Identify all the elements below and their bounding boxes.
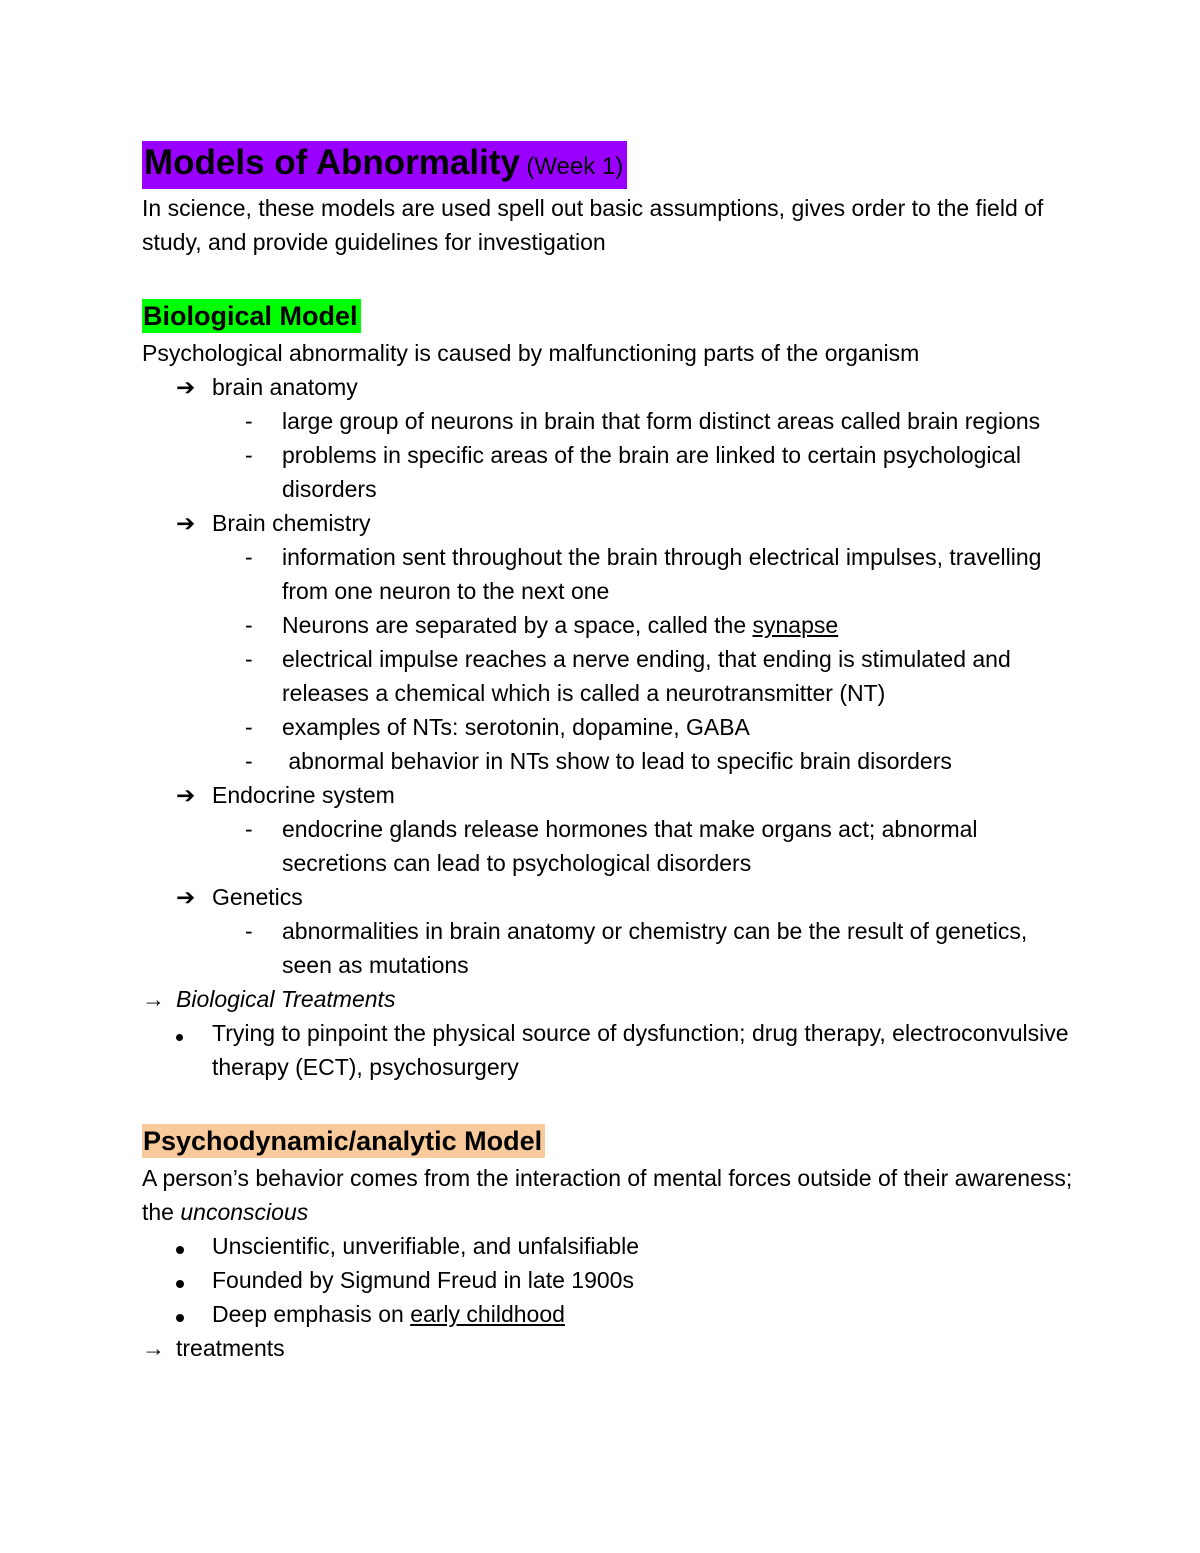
dash-bullet-icon: - [245,748,253,774]
arrow-bullet-icon: ➔ [176,510,196,536]
point-text: electrical impulse reaches a nerve ending, that ending is stimulated and releases a chemical which is called a neurotransmitter (NT) [282,646,1011,706]
psychodynamic-definition [142,1161,1082,1229]
treatments-line [142,1331,1082,1365]
dash-bullet-icon: - [245,408,253,434]
topic-point [142,710,1082,744]
point-text: abnormal behavior in NTs show to lead to specific brain disorders [282,748,952,774]
topic-item [142,370,1082,404]
point-text: examples of NTs: serotonin, dopamine, GABA [282,714,750,740]
biological-heading-line [142,299,1082,335]
point-text: Neurons are separated by a space, called the [282,612,753,638]
biological-definition: Psychological abnormality is caused by malfunctioning parts of the organism [142,340,920,366]
bullet-text: Unscientific, unverifiable, and unfalsifiable [212,1233,640,1259]
topic-point [142,642,1082,710]
dash-bullet-icon: - [245,442,253,468]
treatments-label: treatments [176,1335,285,1361]
bullet-text: Deep emphasis on [212,1301,411,1327]
list-item [142,1297,1082,1331]
point-text: problems in specific areas of the brain are linked to certain psychological disorders [282,442,1021,502]
title-line [142,141,1082,187]
point-text: endocrine glands release hormones that make organs act; abnormal secretions can lead to psychological disorders [282,816,978,876]
point-text: abnormalities in brain anatomy or chemistry can be the result of genetics, seen as mutations [282,918,1028,978]
arrow-bullet-icon: ➔ [176,374,196,400]
topic-point [142,404,1082,438]
list-item [142,1263,1082,1297]
biological-heading: Biological Model [142,299,361,333]
dash-bullet-icon: - [245,714,253,740]
bullet-dot-icon [176,1016,183,1050]
treatments-label: Biological Treatments [176,986,396,1012]
topic-label: brain anatomy [212,374,358,400]
list-item [142,1229,1082,1263]
intro-paragraph: In science, these models are used spell out basic assumptions, gives order to the field of study, and provide guidelines for investigation [142,195,1044,255]
arrow-bullet-icon: ➔ [176,782,196,808]
topic-label: Brain chemistry [212,510,371,536]
dash-bullet-icon: - [245,918,253,944]
spacer [142,259,1082,299]
bullet-dot-icon [176,1229,184,1263]
topic-point [142,914,1082,982]
point-text: large group of neurons in brain that form distinct areas called brain regions [282,408,1041,434]
psychodynamic-heading: Psychodynamic/analytic Model [142,1124,545,1158]
definition-text: A person’s behavior comes from the interaction of mental forces outside of their awareness; the [142,1165,1073,1225]
topic-point [142,540,1082,608]
bullet-text: Trying to pinpoint the physical source of dysfunction; drug therapy, electroconvulsive therapy (ECT), psychosurgery [212,1020,1069,1080]
arrow-bullet-icon: ➔ [176,884,196,910]
early-childhood-term: early childhood [410,1301,565,1327]
bullet-dot-icon [176,1263,184,1297]
topic-item [142,506,1082,540]
treatment-bullet [142,1016,1082,1084]
dash-bullet-icon: - [245,646,253,672]
topic-label: Genetics [212,884,303,910]
treatments-line [142,982,1082,1016]
right-arrow-icon: → [142,986,165,1012]
psychodynamic-heading-line [142,1124,1082,1160]
topic-point [142,608,1082,642]
point-text: information sent throughout the brain through electrical impulses, travelling from one neuron to the next one [282,544,1042,604]
topic-point [142,812,1082,880]
bullet-text: Founded by Sigmund Freud in late 1900s [212,1267,634,1293]
unconscious-term: unconscious [180,1199,309,1225]
synapse-term: synapse [752,612,839,638]
topic-point [142,438,1082,506]
topic-point [142,744,1082,778]
dash-bullet-icon: - [245,612,253,638]
bullet-dot-icon [176,1297,184,1331]
right-arrow-icon: → [142,1335,165,1361]
dash-bullet-icon: - [245,544,253,570]
spacer [142,1084,1082,1124]
dash-bullet-icon: - [245,816,253,842]
topic-label: Endocrine system [212,782,395,808]
title-highlight [142,141,627,189]
topic-item [142,880,1082,914]
document-content [142,141,1082,1365]
week-label: (Week 1) [526,153,624,180]
page-title: Models of Abnormality [144,143,520,182]
topic-item [142,778,1082,812]
